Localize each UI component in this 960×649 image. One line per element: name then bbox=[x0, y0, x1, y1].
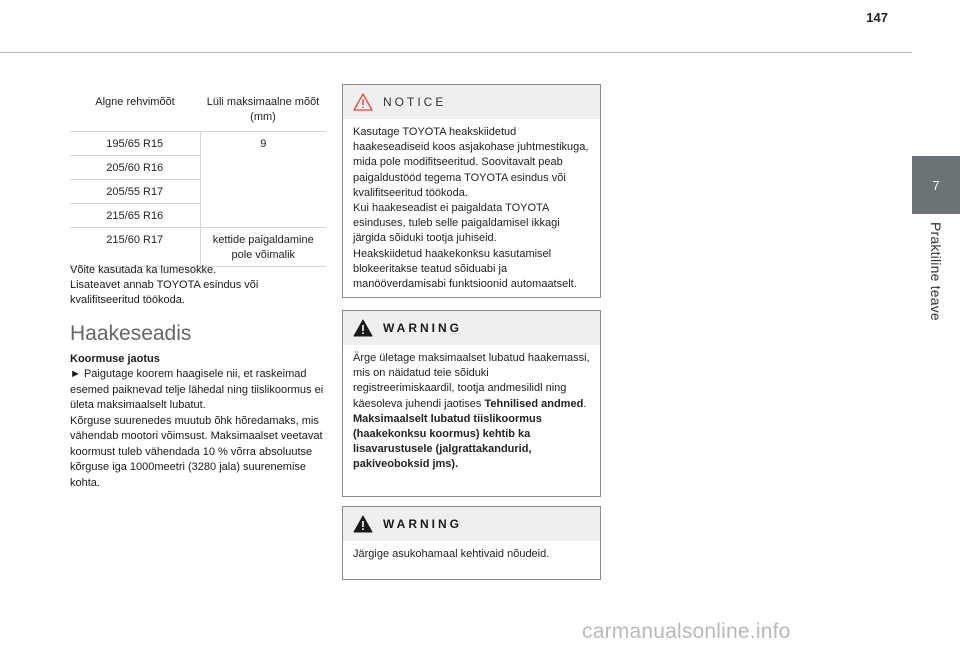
header-divider bbox=[0, 52, 912, 53]
warning-text: Ärge ületage maksimaalset lubatud haakemassi, mis on näidatud teie sõiduki registreerimiskaardil, tootja andmesilidl ning käesoleva juhendi jaotises bbox=[353, 352, 590, 410]
page-number: 147 bbox=[866, 10, 888, 25]
watermark: carmanualsonline.info bbox=[582, 620, 791, 643]
tire-size-cell: 195/65 R15 bbox=[106, 137, 164, 150]
chapter-tab[interactable] bbox=[912, 156, 960, 214]
warning-body: Järgige asukohamaal kehtivaid nõudeid. bbox=[353, 548, 550, 560]
header-max-link-size: Lüli maksimaalne mõõt (mm) bbox=[206, 96, 320, 123]
warning-filled-icon bbox=[353, 319, 373, 337]
tire-chain-table bbox=[70, 89, 326, 267]
notice-box bbox=[342, 84, 601, 298]
tire-size-cell: 215/65 R16 bbox=[106, 209, 164, 222]
table-row bbox=[70, 131, 326, 155]
notice-title: NOTICE bbox=[383, 95, 447, 109]
chain-size-cell: 9 bbox=[200, 131, 326, 227]
warning-title: WARNING bbox=[383, 517, 462, 531]
table-header-row bbox=[70, 89, 326, 131]
section-heading: Haakeseadis bbox=[70, 322, 192, 345]
load-distribution-title: Koormuse jaotus bbox=[70, 353, 160, 365]
warning-box bbox=[342, 310, 601, 497]
tire-size-cell: 215/60 R17 bbox=[106, 233, 164, 246]
snow-sock-note: Võite kasutada ka lumesokke. Lisateavet annab TOYOTA esindus või kvalifitseeritud töökoda. bbox=[70, 264, 259, 306]
notice-body: Kasutage TOYOTA heakskiidetud haakeseadiseid koos asjakohase juhtmestikuga, mida pole modifitseeritud. Soovitavalt peab paigaldustööd tegema TOYOTA esindus või kvalifitseeritud töökoda. Kui haakeseadist ei paigaldata TOYOTA esinduses, tuleb selle paigaldamisel ikkagi järgida sõiduki tootja juhiseid. Heakskiidetud haakekonksu kasutamisel blokeeritakse teatud sõiduabi ja manööverdamisabi funktsioonid automaatselt. bbox=[353, 126, 589, 291]
tire-size-cell: 205/60 R16 bbox=[106, 161, 164, 174]
warning-header bbox=[343, 507, 600, 541]
tire-size-cell: 205/55 R17 bbox=[106, 185, 164, 198]
chapter-title: Praktiline teave bbox=[928, 222, 944, 321]
warning-body bbox=[343, 345, 600, 481]
warning-header bbox=[343, 311, 600, 345]
warning-filled-icon bbox=[353, 515, 373, 533]
drawbar-load-warning: Maksimaalselt lubatud tiislikoormus (haakekonksu koormus) kehtib ka lisavarustusele (jalgrattakandurid, pakiveoboksid jms). bbox=[353, 412, 542, 471]
warning-box-regulations bbox=[342, 506, 601, 580]
warning-text-end: . bbox=[583, 397, 587, 410]
technical-data-reference: Tehnilised andmed bbox=[484, 397, 584, 410]
chain-size-cell: kettide paigaldamine pole võimalik bbox=[200, 227, 326, 266]
header-original-size: Algne rehvimõõt bbox=[95, 96, 175, 108]
warning-outline-icon bbox=[353, 93, 373, 111]
load-distribution-body: ► Paigutage koorem haagisele nii, et raskeimad esemed paiknevad telje lähedal ning tiislikoormus ei ületa maksimaalselt lubatut. Kõrguse suurenedes muutub õhk hõredamaks, mis vähendab mootori võimsust. Maksimaalset veetavat koormust tuleb vähendada 10 % võrra absoluutse kõrguse iga 1000meetri (3280 jala) suurenemise kohta. bbox=[70, 368, 324, 489]
chapter-number: 7 bbox=[932, 177, 940, 193]
chapter-label bbox=[924, 222, 948, 342]
table-row bbox=[70, 227, 326, 266]
warning-title: WARNING bbox=[383, 321, 462, 335]
notice-header bbox=[343, 85, 600, 119]
